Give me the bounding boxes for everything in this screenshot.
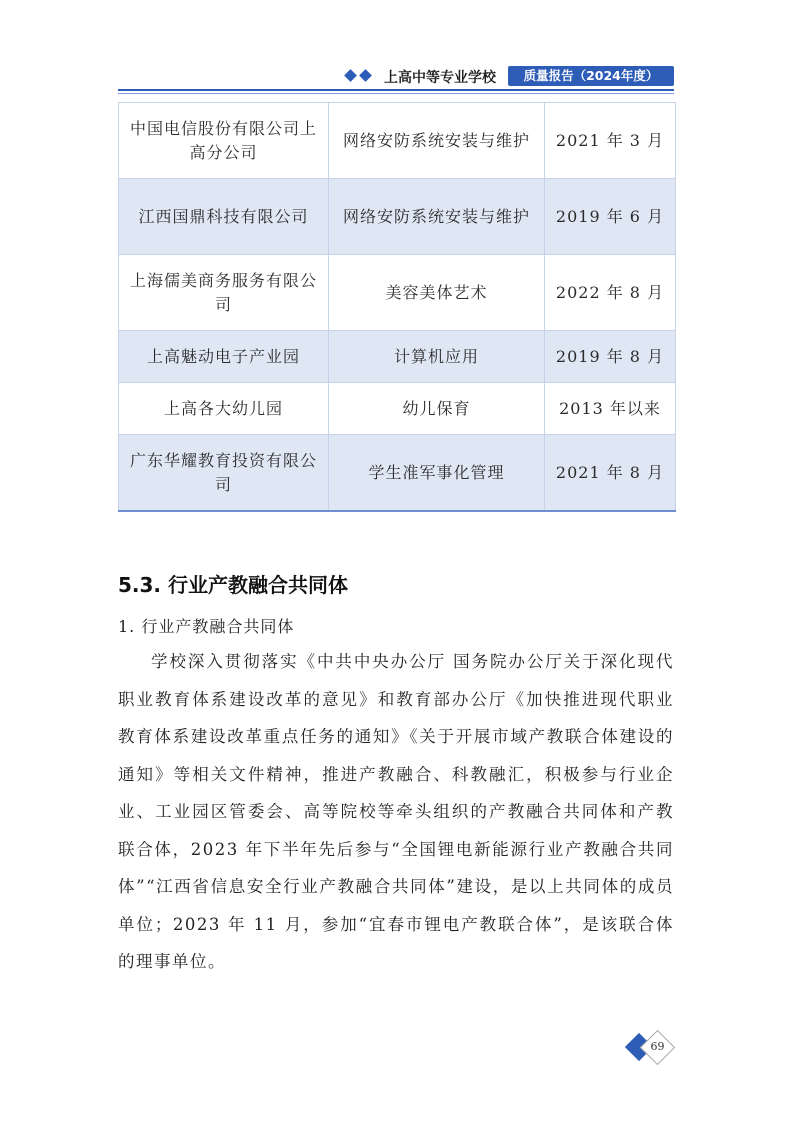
date-cell: 2021 年 8 月 <box>545 435 676 512</box>
company-cell: 江西国鼎科技有限公司 <box>119 179 329 255</box>
header-rule-thin <box>118 93 674 94</box>
header-diamond-icon <box>344 69 376 83</box>
date-cell: 2019 年 6 月 <box>545 179 676 255</box>
field-cell: 网络安防系统安装与维护 <box>329 179 545 255</box>
section-title: 5.3. 行业产教融合共同体 <box>118 573 348 597</box>
page-number-badge <box>624 1030 676 1064</box>
company-cell: 中国电信股份有限公司上高分公司 <box>119 103 329 179</box>
page-number: 69 <box>650 1040 665 1053</box>
table-row <box>119 255 676 331</box>
field-cell: 学生准军事化管理 <box>329 435 545 512</box>
table-row <box>119 103 676 179</box>
date-cell: 2013 年以来 <box>545 383 676 435</box>
header-rule <box>118 89 674 91</box>
partner-table <box>118 102 676 512</box>
date-cell: 2021 年 3 月 <box>545 103 676 179</box>
table-row <box>119 435 676 512</box>
field-cell: 计算机应用 <box>329 331 545 383</box>
table-row <box>119 331 676 383</box>
field-cell: 美容美体艺术 <box>329 255 545 331</box>
company-cell: 上高各大幼儿园 <box>119 383 329 435</box>
company-cell: 广东华耀教育投资有限公司 <box>119 435 329 512</box>
subsection-title: 1. 行业产教融合共同体 <box>118 617 295 636</box>
date-cell: 2022 年 8 月 <box>545 255 676 331</box>
table-row <box>119 179 676 255</box>
date-cell: 2019 年 8 月 <box>545 331 676 383</box>
company-cell: 上海儒美商务服务有限公司 <box>119 255 329 331</box>
field-cell: 幼儿保育 <box>329 383 545 435</box>
company-cell: 上高魅动电子产业园 <box>119 331 329 383</box>
body-paragraph: 学校深入贯彻落实《中共中央办公厅 国务院办公厅关于深化现代职业教育体系建设改革的意见》和教育部办公厅《加快推进现代职业教育体系建设改革重点任务的通知》《关于开展市域产教联合体建设的通知》等相关文件精神，推进产教融合、科教融汇，积极参与行业企业、工业园区管委会、高等院校等牵头组织的产教融合共同体和产教联合体，2023 年下半年先后参与“全国锂电新能源行业产教融合共同体”“江西省信息安全行业产教融合共同体”建设，是以上共同体的成员单位；2023 年 11 月，参加“宜春市锂电产教联合体”，是该联合体的理事单位。 <box>118 652 674 971</box>
field-cell: 网络安防系统安装与维护 <box>329 103 545 179</box>
header-school-name: 上高中等专业学校 <box>384 70 496 86</box>
page-header <box>118 64 674 92</box>
table-row <box>119 383 676 435</box>
header-report-badge: 质量报告（2024年度） <box>508 66 674 86</box>
